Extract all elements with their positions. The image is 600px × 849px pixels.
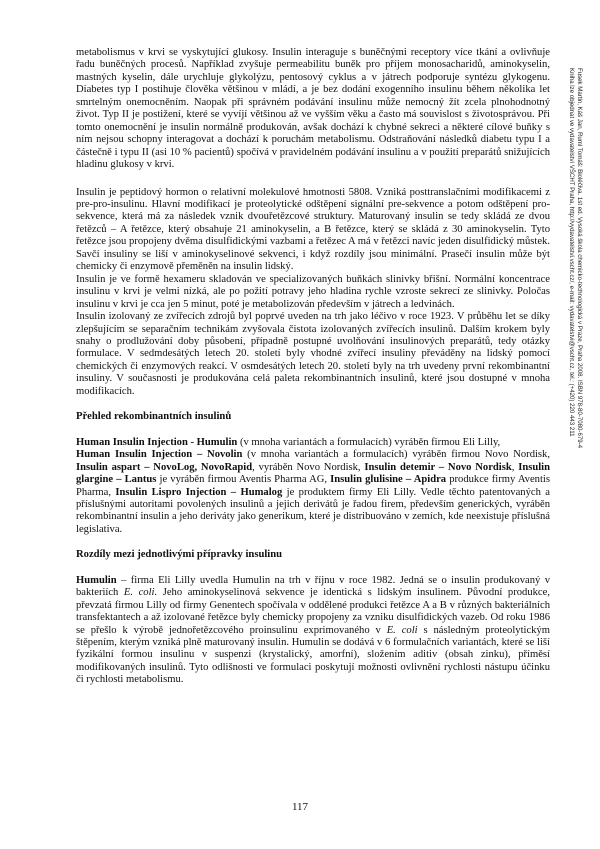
product-detemir-desc: ,: [511, 461, 519, 473]
product-detemir: Insulin detemir – Novo Nordisk: [364, 461, 512, 473]
humulin-text-b: Jeho aminokyselinová sekvence je identická s lidským insulinem. Původní produkce, převzatá firmou Lilly od firmy Genentech spočívala v oddělené produkci řetězce A a B v různých bakteriálních transfektantech a až izolované řetězce byly chemicky propojeny za vzniku disulfidických vazeb. Od roku 1986 se přešlo k výrobě jednořetězcového proinsulinu exprimovaného v: [76, 587, 550, 636]
humulin-text-a: – firma Eli Lilly uvedla Humulin na trh v říjnu v roce 1982. Jedná se o insulin produkovaný v bakteriích: [76, 574, 550, 599]
paragraph-diabetes: metabolismus v krvi se vyskytující glukosy. Insulin interaguje s buněčnými receptory více tkání a ovlivňuje řadu buněčných procesů. Například zvyšuje permeabilitu buněk pro příjem monosacharidů, aminokyselin, mastných kyselin, dále urychluje glykolýzu, pentosový cyklus a v játrech podporuje syntézu glykogenu. Diabetes typ I postihuje člověka většinou v mládí, a je bez dodání exogenního insulinu během několika let smrtelným onemocněním. Naopak při správném podávání insulinu může nemocný žít zcela plnohodnotný život. Typ II je postižení, které se vyvíjí většinou až ve vyšším věku a často má souvislost s životosprávou. Při tomto onemocnění je insulin normálně produkován, avšak dochází k chybné sekreci a některé cílové buňky s ním nejsou schopny interagovat a dochází k poruchám metabolismu. Odstraňování následků diabetu typu I a částečně i typu II (asi 10 % pacientů) spočívá v pravidelném podávání insulinu a v použití preparátů snižujících hladinu glukosy v krvi.: [76, 47, 550, 171]
product-glargine-desc: je vyráběn firmou Aventis Pharma AG,: [156, 474, 331, 486]
product-humulin-desc: (v mnoha variantách a formulacích) vyráběn firmou Eli Lilly,: [237, 436, 501, 448]
side-citation: [563, 68, 583, 548]
ecoli-term: E. coli: [386, 624, 418, 636]
product-glulisine: Insulin glulisine – Apidra: [330, 474, 447, 486]
product-lispro-desc: je produktem firmy Eli Lilly. Vedle těchto patentovaných a příslušnými autoritami povolených insulinů a jejich derivátů je řadou firem, především generických, vyráběn rekombinantní insulin a jeho deriváty jako generikum, které je distribuováno v zemích, kde neexistuje příslušná legislativa.: [76, 486, 550, 535]
product-humulin: Human Insulin Injection - Humulin: [76, 436, 238, 448]
paragraph-insulin-structure: Insulin je peptidový hormon o relativní molekulové hmotnosti 5808. Vzniká posttranslačními modifikacemi z pre-pro-insulinu. Hlavní modifikací je proteolytické odštěpení signální pre-sekvence a potom odštěpení pro-sekvence, která má za následek vznik dvouřetězcové struktury. Maturovaný insulin se tedy skládá ze dvou řetězců – A řetězce, který obsahuje 21 aminokyselin, a B řetězce, který se skládá z 30 aminokyselin. Tyto řetězce jsou propojeny dvěma disulfidickými vazbami a řetězec A má v řetězci navíc jeden disulfidický můstek. Savčí insuliny se liší v aminokyselinové sekvenci, i když rozdíly jsou minimální. Prasečí insulin může být chemicky či enzymově přeměněn na insulin lidský.: [76, 186, 550, 273]
main-text: [76, 47, 550, 687]
product-aspart-desc: , vyráběn Novo Nordisk,: [252, 461, 365, 473]
ecoli-term: E. coli.: [123, 587, 158, 599]
product-glulisine-desc: produkce firmy Aventis Pharma,: [76, 474, 550, 498]
humulin-term: Humulin: [76, 574, 117, 586]
paragraph-humulin: [76, 575, 550, 687]
paragraph-insulin-storage: Insulin je ve formě hexameru skladován ve specializovaných buňkách slinivky břišní. Normální koncentrace insulinu v krvi je velmi nízká, ale po požití potravy jeho hladina rychle vzroste sekrecí ze slinivky. Poločas insulinu v krvi je cca jen 5 minut, poté je metabolizován především v játrech a ledvinách.: [76, 273, 550, 310]
humulin-text-c: s následným proteolytickým štěpením, kterým vzniká plně maturovaný insulin. Humulin se dodává v 6 formulačních variantách, které se liší fyzikální formou insulinu v suspenzi (krystalický, amorfní), složením aditiv (obsah zinku), příměsí modifikovaných insulinů. Tyto odlišnosti ve formulaci poskytují možnosti ovlivnění rychlosti nástupu účinku či rychlosti metabolismu.: [76, 624, 551, 686]
page-number: 117: [291, 801, 309, 813]
citation-line-1: Fusek Martin, Káš Jan, Ruml Tomáš: Bioléčiva. 1st ed. Vysoká škola chemicko-technologická v Praze, Praha 2008. ISBN 978-80-7080-679-4: [576, 68, 583, 449]
product-lispro: Insulin Lispro Injection – Humalog: [115, 486, 283, 498]
product-aspart: Insulin aspart – NovoLog, NovoRapid: [76, 461, 253, 473]
section-heading-differences: Rozdíly mezi jednotlivými přípravky insulinu: [76, 549, 283, 561]
paragraph-insulin-history: Insulin izolovaný ze zvířecích zdrojů byl poprvé uveden na trh jako léčivo v roce 1923. V průběhu let se díky zlepšujícím se separačním technikám zvyšovala čistota izolovaných zvířecích insulinů. Dalším krokem byly snahy o prodlužování doby působení, případně postupné uvolňování insulinových preparátů, tedy otázky formulace. V sedmdesátých letech 20. století byly vhodné zvířecí insuliny převáděny na lidský pomocí chemických či enzymových reakcí. V osmdesátých letech 20. století byly na trh uvedeny první rekombinantní insuliny. V současnosti je produkována celá paleta rekombinantních insulinů, které jsou dostupné v mnoha modifikacích.: [76, 311, 550, 397]
paragraph-recombinant-list: [76, 437, 550, 537]
product-novolin-desc: (v mnoha variantách a formulacích) vyráběn firmou Novo Nordisk,: [242, 449, 550, 461]
citation-line-2: Kniha lze objednat ve vydavatelství VŠCHT Praha, http://vydavatelstvi.vscht.cz/, e-mail: vydavatelstvi@vscht.cz, tel.: (+420) 220 443 211: [567, 68, 575, 437]
section-heading-recombinant: Přehled rekombinantních insulinů: [76, 411, 232, 423]
product-novolin: Human Insulin Injection – Novolin: [76, 449, 243, 461]
product-glargine: Insulin glargine – Lantus: [76, 461, 551, 486]
